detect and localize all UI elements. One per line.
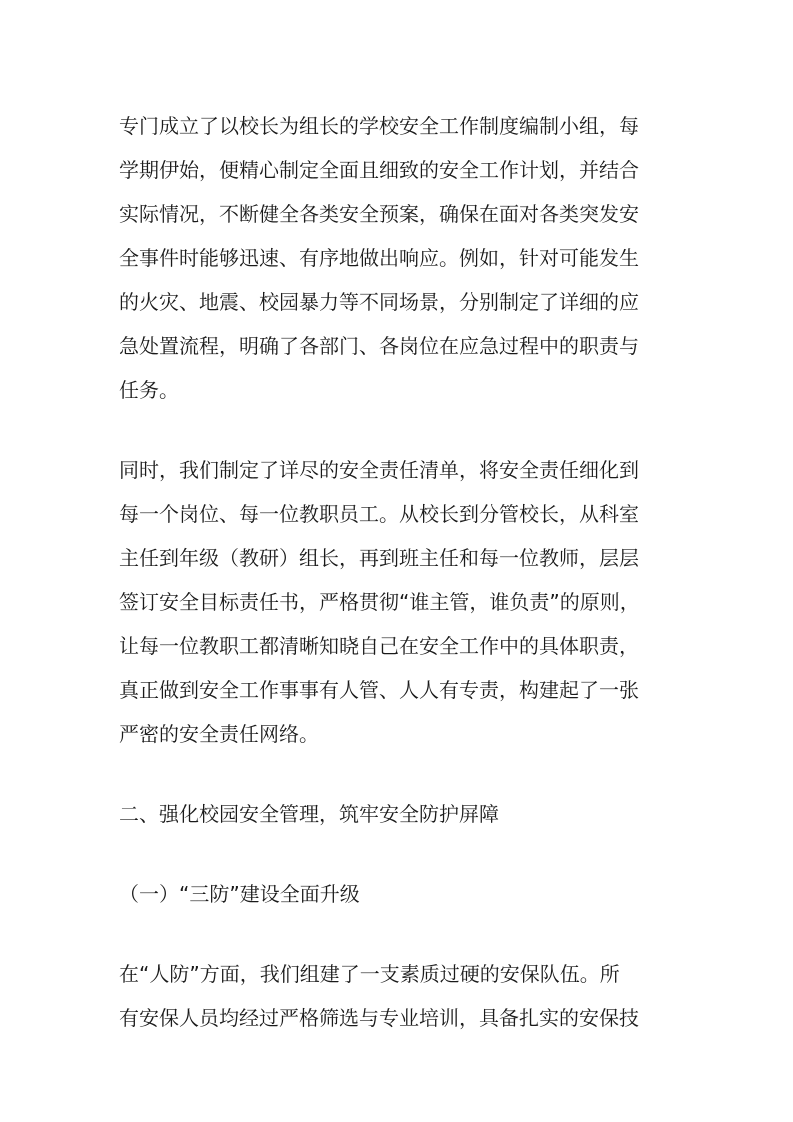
paragraph-spacer: [119, 836, 679, 872]
text-line: 急处置流程，明确了各部门、各岗位在应急过程中的职责与: [119, 334, 639, 358]
text-line: 签订安全目标责任书，严格贯彻“谁主管，谁负责”的原则，: [119, 590, 640, 614]
text-line: 的火灾、地震、校园暴力等不同场景，分别制定了详细的应: [119, 290, 639, 314]
paragraph-2: [119, 448, 679, 756]
paragraph-spacer: [119, 756, 679, 792]
paragraph-3: [119, 952, 679, 1040]
paragraph-spacer: [119, 412, 679, 448]
text-line: 严密的安全责任网络。: [119, 722, 319, 746]
section-heading: 二、强化校园安全管理，筑牢安全防护屏障: [119, 802, 499, 826]
text-line: 有安保人员均经过严格筛选与专业培训，具备扎实的安保技: [119, 1006, 639, 1030]
text-line: 同时，我们制定了详尽的安全责任清单，将安全责任细化到: [119, 458, 639, 482]
paragraph-spacer: [119, 916, 679, 952]
subsection-heading: （一）“三防”建设全面升级: [119, 882, 360, 906]
text-line: 实际情况，不断健全各类安全预案，确保在面对各类突发安: [119, 202, 639, 226]
text-line: 让每一位教职工都清晰知晓自己在安全工作中的具体职责，: [119, 634, 639, 658]
text-line: 学期伊始，便精心制定全面且细致的安全工作计划，并结合: [119, 158, 639, 182]
text-line: 专门成立了以校长为组长的学校安全工作制度编制小组，每: [119, 114, 639, 138]
text-line: 每一个岗位、每一位教职员工。从校长到分管校长，从科室: [119, 502, 639, 526]
text-line: 真正做到安全工作事事有人管、人人有专责，构建起了一张: [119, 678, 639, 702]
text-line: 在“人防”方面，我们组建了一支素质过硬的安保队伍。所: [119, 962, 620, 986]
text-line: 任务。: [119, 378, 179, 402]
paragraph-1: [119, 104, 679, 412]
document-body: [119, 104, 679, 1040]
text-line: 全事件时能够迅速、有序地做出响应。例如，针对可能发生: [119, 246, 639, 270]
text-line: 主任到年级（教研）组长，再到班主任和每一位教师，层层: [119, 546, 639, 570]
